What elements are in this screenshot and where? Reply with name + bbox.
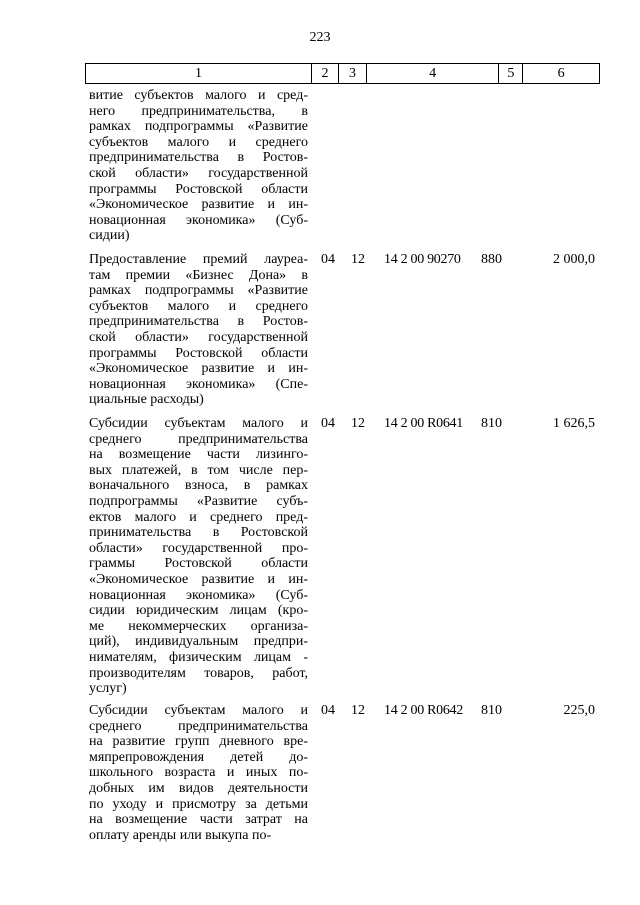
- description-line: на возмещение части лизинго-: [89, 447, 308, 463]
- description-line: программы Ростовской области: [89, 181, 308, 197]
- subsection-code: 12: [351, 252, 365, 267]
- description-line: Субсидии субъектам малого и: [89, 703, 308, 718]
- description-line: производителям товаров, работ,: [89, 665, 308, 681]
- description-line: предпринимательства в Ростов-: [89, 314, 308, 330]
- description-line: услуг): [89, 681, 127, 697]
- description-line: воначального взноса, в рамках: [89, 478, 308, 494]
- description-line: рамках подпрограммы «Развитие: [89, 283, 308, 299]
- row-description: [89, 88, 308, 244]
- description-line: ме некоммерческих организа-: [89, 618, 308, 634]
- header-col-2: 2: [312, 64, 339, 83]
- description-line: новационная экономика» (Суб-: [89, 212, 308, 228]
- header-col-3: 3: [339, 64, 367, 83]
- header-col-5: 5: [499, 64, 523, 83]
- section-code: 04: [321, 703, 335, 718]
- description-line: рамках подпрограммы «Развитие: [89, 119, 308, 135]
- row-description: [89, 416, 308, 697]
- description-line: принимательства в Ростовской: [89, 525, 308, 541]
- description-line: витие субъектов малого и сред-: [89, 88, 308, 103]
- description-line: ской области» государственной: [89, 165, 308, 181]
- description-line: новационная экономика» (Суб-: [89, 587, 308, 603]
- description-line: среднего предпринимательства: [89, 431, 308, 447]
- description-line: на развитие групп дневного вре-: [89, 734, 308, 750]
- expense-type-code: 880: [481, 252, 502, 267]
- section-code: 04: [321, 252, 335, 267]
- description-line: ской области» государственной: [89, 329, 308, 345]
- description-line: там премии «Бизнес Дона» в: [89, 267, 308, 283]
- description-line: ектов малого и среднего пред-: [89, 509, 308, 525]
- amount-value: 225,0: [563, 703, 595, 718]
- header-col-1: 1: [86, 64, 312, 83]
- description-line: Предоставление премий лауреа-: [89, 252, 308, 267]
- description-line: школьного возраста и иных по-: [89, 765, 308, 781]
- header-col-6: 6: [557, 65, 565, 81]
- description-line: ций), индивидуальным предпри-: [89, 634, 308, 650]
- row-description: [89, 252, 308, 408]
- description-line: подпрограммы «Развитие субъ-: [89, 493, 308, 509]
- description-line: добных им видов деятельности: [89, 780, 308, 796]
- description-line: по уходу и присмотру за детьми: [89, 796, 308, 812]
- description-line: субъектов малого и среднего: [89, 298, 308, 314]
- expense-type-code: 810: [481, 703, 502, 718]
- description-line: области» государственной про-: [89, 540, 308, 556]
- subsection-code: 12: [351, 416, 365, 431]
- description-line: новационная экономика» (Спе-: [89, 376, 308, 392]
- description-line: вых платежей, в том числе пер-: [89, 462, 308, 478]
- subsection-code: 12: [351, 703, 365, 718]
- amount-value: 2 000,0: [553, 252, 595, 267]
- description-line: среднего предпринимательства: [89, 718, 308, 734]
- header-col-4: 4: [367, 64, 499, 83]
- description-line: программы Ростовской области: [89, 345, 308, 361]
- description-line: мяпрепровождения детей до-: [89, 749, 308, 765]
- description-line: нимателям, физическим лицам -: [89, 649, 308, 665]
- description-line: на возмещение части затрат на: [89, 812, 308, 828]
- target-article-code: 14 2 00 R0642: [384, 703, 463, 718]
- target-article-code: 14 2 00 90270: [384, 252, 461, 267]
- description-line: «Экономическое развитие и ин-: [89, 197, 308, 213]
- description-line: предпринимательства в Ростов-: [89, 150, 308, 166]
- description-line: Субсидии субъектам малого и: [89, 416, 308, 431]
- row-description: [89, 703, 308, 843]
- table-header: [85, 63, 600, 84]
- expense-type-code: 810: [481, 416, 502, 431]
- amount-value: 1 626,5: [553, 416, 595, 431]
- description-line: него предпринимательства, в: [89, 103, 308, 119]
- page-number: 223: [309, 30, 331, 45]
- description-line: циальные расходы): [89, 392, 204, 408]
- description-line: «Экономическое развитие и ин-: [89, 571, 308, 587]
- description-line: «Экономическое развитие и ин-: [89, 361, 308, 377]
- description-line: граммы Ростовской области: [89, 556, 308, 572]
- description-line: сидии юридическим лицам (кро-: [89, 603, 308, 619]
- target-article-code: 14 2 00 R0641: [384, 416, 463, 431]
- section-code: 04: [321, 416, 335, 431]
- description-line: оплату аренды или выкупа по-: [89, 827, 272, 843]
- description-line: субъектов малого и среднего: [89, 134, 308, 150]
- description-line: сидии): [89, 228, 130, 244]
